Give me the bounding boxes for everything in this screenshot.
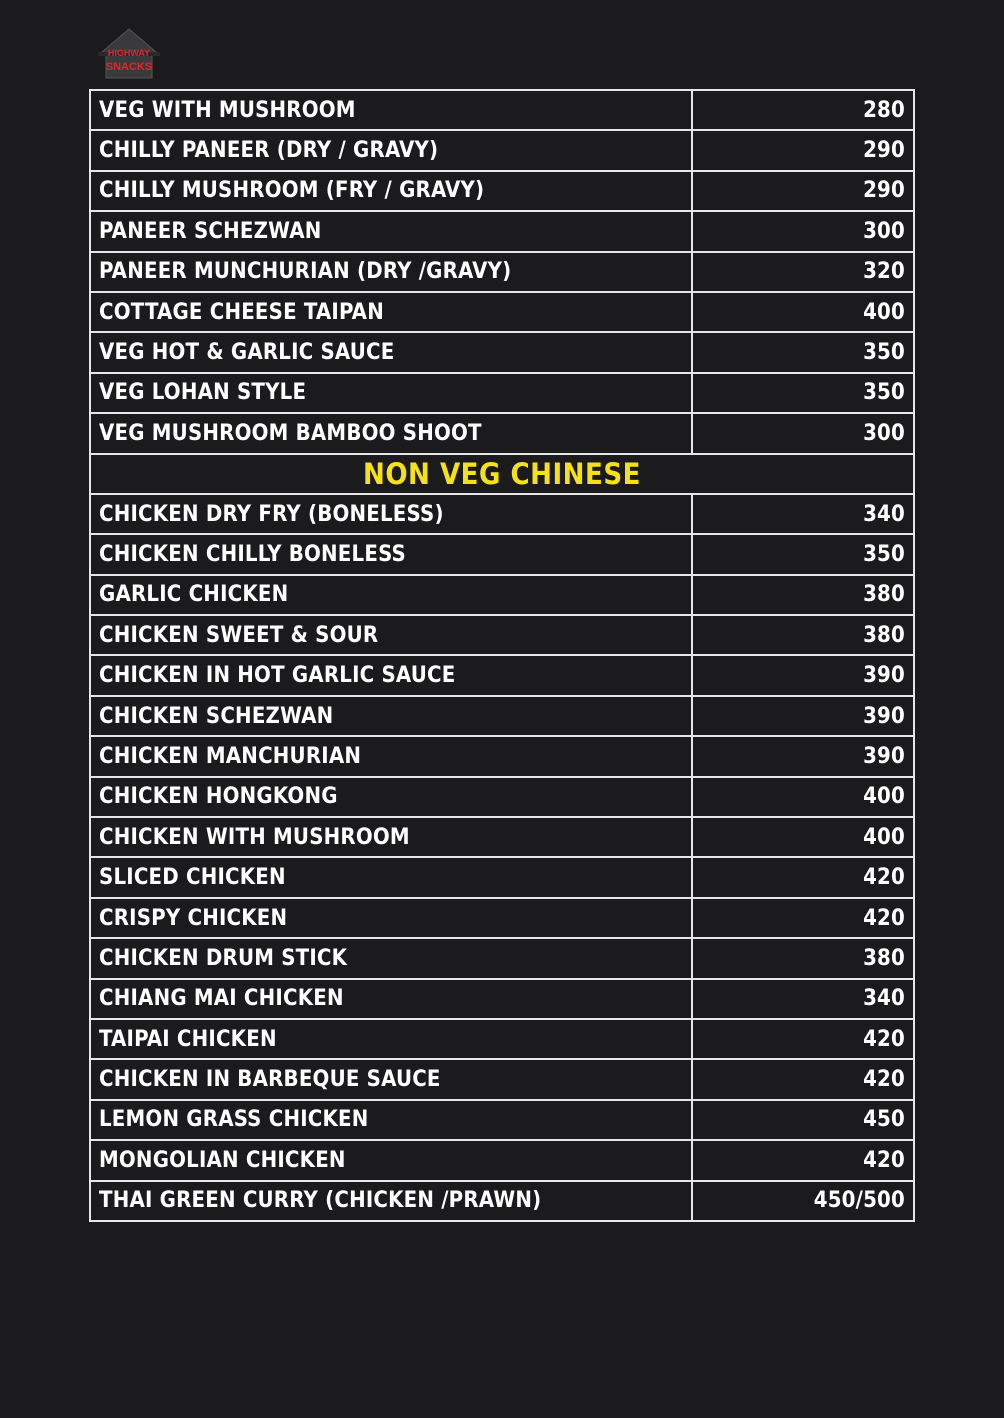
menu-item-row (90, 130, 914, 170)
logo-line1: HIGHWAY (107, 48, 151, 58)
menu-item-row (90, 1181, 914, 1221)
menu-item-name: CHILLY PANEER (DRY / GRAVY) (90, 130, 692, 170)
menu-item-row (90, 857, 914, 897)
menu-item-name: CHICKEN MANCHURIAN (90, 736, 692, 776)
menu-item-name: VEG WITH MUSHROOM (90, 90, 692, 130)
menu-item-name: CHICKEN SCHEZWAN (90, 696, 692, 736)
menu-item-row (90, 655, 914, 695)
menu-item-row (90, 615, 914, 655)
logo-icon (94, 26, 164, 82)
menu-item-price: 420 (692, 1059, 914, 1099)
menu-table-body (90, 90, 914, 1221)
menu-item-name: SLICED CHICKEN (90, 857, 692, 897)
menu-item-price: 340 (692, 494, 914, 534)
menu-item-row (90, 1140, 914, 1180)
menu-item-name: CHICKEN SWEET & SOUR (90, 615, 692, 655)
menu-item-name: COTTAGE CHEESE TAIPAN (90, 292, 692, 332)
menu-item-price: 390 (692, 696, 914, 736)
menu-item-row (90, 373, 914, 413)
section-heading-row (90, 454, 914, 494)
menu-item-name: MONGOLIAN CHICKEN (90, 1140, 692, 1180)
menu-item-price: 340 (692, 979, 914, 1019)
menu-item-price: 450/500 (692, 1181, 914, 1221)
menu-item-row (90, 898, 914, 938)
menu-item-price: 400 (692, 777, 914, 817)
menu-item-name: THAI GREEN CURRY (CHICKEN /PRAWN) (90, 1181, 692, 1221)
menu-item-price: 420 (692, 1140, 914, 1180)
menu-item-row (90, 817, 914, 857)
menu-item-name: VEG HOT & GARLIC SAUCE (90, 332, 692, 372)
menu-item-row (90, 292, 914, 332)
menu-item-row (90, 534, 914, 574)
menu-item-row (90, 211, 914, 251)
menu-item-price: 420 (692, 1019, 914, 1059)
highway-snacks-logo (94, 26, 164, 82)
menu-item-name: CRISPY CHICKEN (90, 898, 692, 938)
menu-item-name: CHICKEN HONGKONG (90, 777, 692, 817)
menu-item-row (90, 413, 914, 453)
menu-item-price: 300 (692, 413, 914, 453)
menu-item-price: 450 (692, 1100, 914, 1140)
menu-item-price: 300 (692, 211, 914, 251)
menu-item-price: 420 (692, 898, 914, 938)
menu-item-name: TAIPAI CHICKEN (90, 1019, 692, 1059)
menu-item-price: 400 (692, 292, 914, 332)
menu-item-name: CHICKEN DRY FRY (BONELESS) (90, 494, 692, 534)
section-heading: NON VEG CHINESE (90, 454, 914, 494)
menu-item-price: 290 (692, 130, 914, 170)
menu-item-name: LEMON GRASS CHICKEN (90, 1100, 692, 1140)
menu-item-price: 390 (692, 655, 914, 695)
menu-item-name: PANEER SCHEZWAN (90, 211, 692, 251)
menu-item-row (90, 1019, 914, 1059)
menu-item-name: CHICKEN CHILLY BONELESS (90, 534, 692, 574)
menu-item-price: 380 (692, 575, 914, 615)
menu-item-row (90, 1100, 914, 1140)
menu-item-row (90, 979, 914, 1019)
menu-item-name: CHICKEN DRUM STICK (90, 938, 692, 978)
menu-item-price: 280 (692, 90, 914, 130)
menu-item-name: VEG LOHAN STYLE (90, 373, 692, 413)
menu-item-row (90, 575, 914, 615)
menu-item-price: 380 (692, 938, 914, 978)
menu-item-row (90, 494, 914, 534)
menu-item-name: CHILLY MUSHROOM (FRY / GRAVY) (90, 171, 692, 211)
menu-item-row (90, 938, 914, 978)
menu-item-row (90, 736, 914, 776)
menu-item-row (90, 90, 914, 130)
menu-table (89, 89, 915, 1222)
menu-item-name: CHICKEN IN BARBEQUE SAUCE (90, 1059, 692, 1099)
menu-item-name: CHICKEN WITH MUSHROOM (90, 817, 692, 857)
menu-item-price: 350 (692, 332, 914, 372)
menu-item-name: CHIANG MAI CHICKEN (90, 979, 692, 1019)
menu-item-name: CHICKEN IN HOT GARLIC SAUCE (90, 655, 692, 695)
logo-line2: SNACKS (105, 61, 153, 73)
menu-item-price: 350 (692, 534, 914, 574)
menu-item-name: PANEER MUNCHURIAN (DRY /GRAVY) (90, 252, 692, 292)
menu-item-price: 350 (692, 373, 914, 413)
menu-item-price: 380 (692, 615, 914, 655)
menu-item-row (90, 696, 914, 736)
menu-item-price: 320 (692, 252, 914, 292)
menu-item-row (90, 777, 914, 817)
menu-item-price: 420 (692, 857, 914, 897)
menu-item-row (90, 1059, 914, 1099)
menu-item-price: 290 (692, 171, 914, 211)
menu-item-name: GARLIC CHICKEN (90, 575, 692, 615)
menu-item-name: VEG MUSHROOM BAMBOO SHOOT (90, 413, 692, 453)
menu-item-row (90, 171, 914, 211)
menu-item-price: 400 (692, 817, 914, 857)
menu-item-row (90, 332, 914, 372)
menu-item-row (90, 252, 914, 292)
menu-item-price: 390 (692, 736, 914, 776)
